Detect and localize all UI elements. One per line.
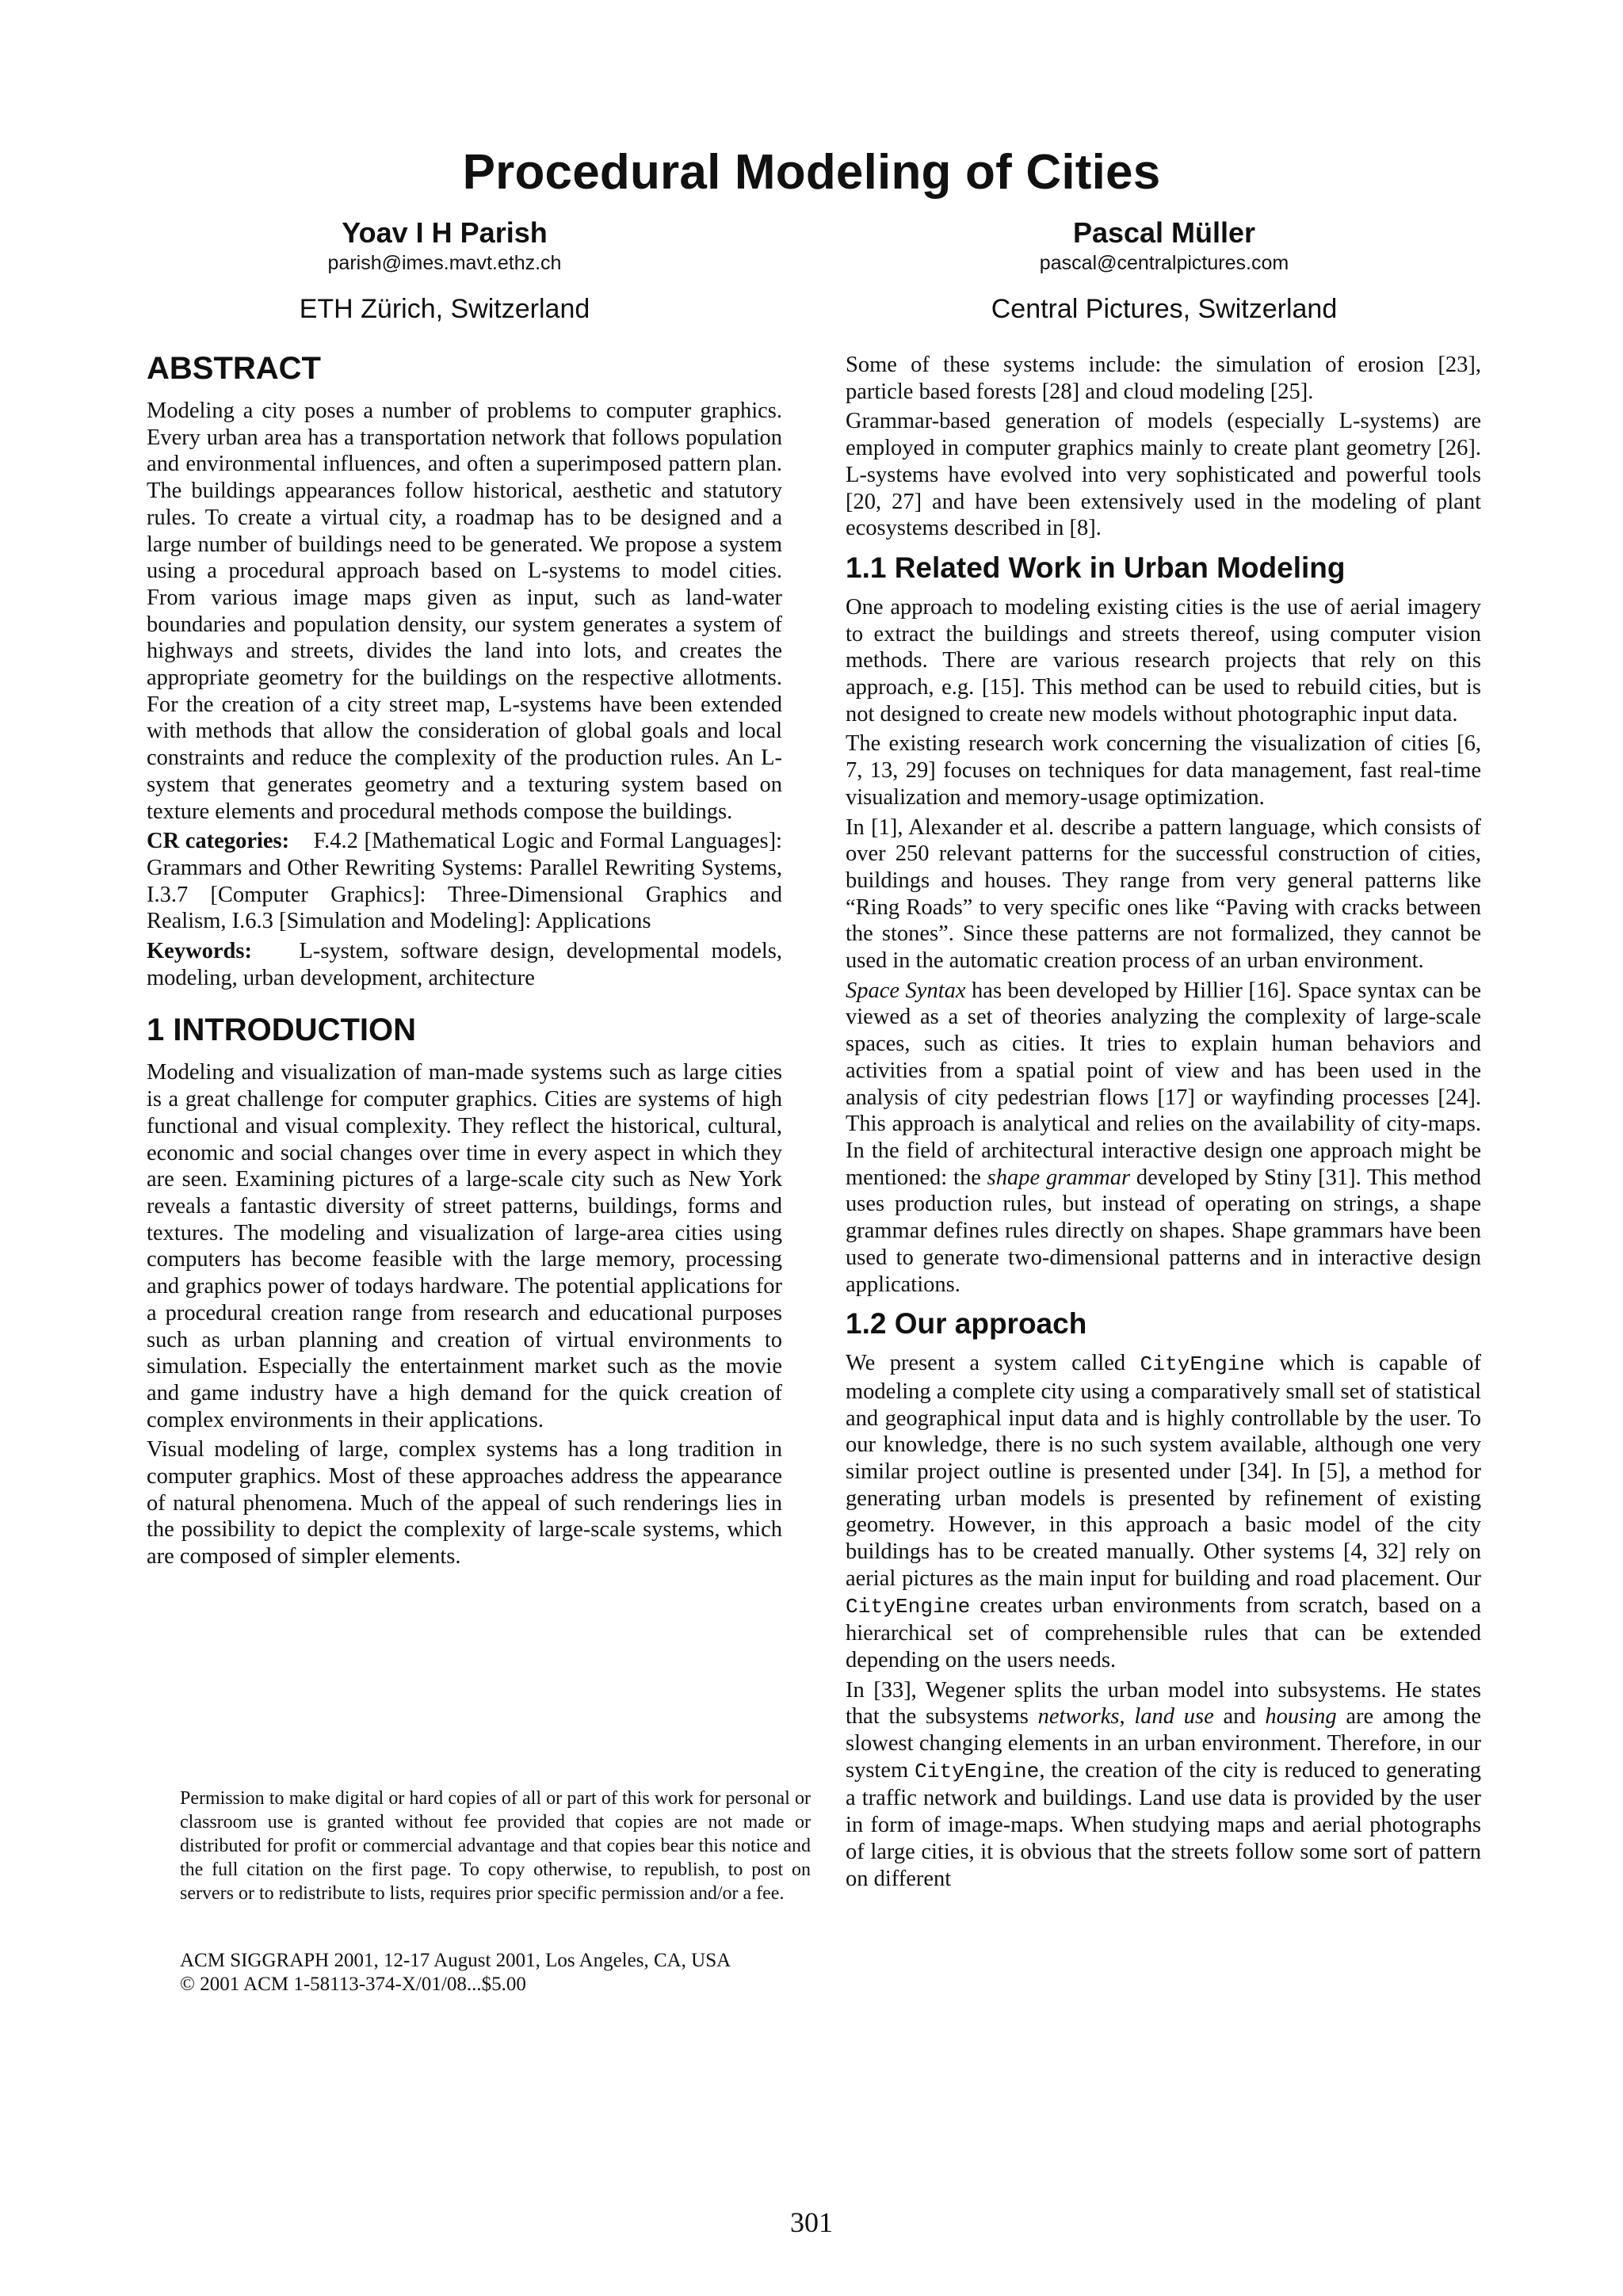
body-paragraph: The existing research work concerning the visualization of cities [6, 7, 13, 29] focuses on techniques for data management, fast real-time visualization and memory-usage optimization. — [846, 731, 1481, 810]
author-affiliation: ETH Zürich, Switzerland — [299, 294, 590, 324]
cr-categories-label: CR categories: — [147, 829, 290, 854]
body-paragraph: Grammar-based generation of models (especially L-systems) are employed in computer graphics mainly to create plant geometry [26]. L-systems have evolved into very sophisticated and powerful tools [20, 27] and have been extensively used in the modeling of plant ecosystems described in [8]. — [846, 409, 1481, 541]
author-block-right — [911, 215, 1418, 326]
permission-text: Permission to make digital or hard copies of all or part of this work for personal or classroom use is granted without fee provided that copies are not made or distributed for profit or commercial advantage and that copies bear this notice and the full citation on the first page. To copy otherwise, to republish, to post on servers or to redistribute to lists, requires prior specific permission and/or a fee. — [180, 1788, 811, 1904]
keywords — [147, 938, 782, 991]
term-housing: housing — [1265, 1704, 1337, 1730]
copyright-text: © 2001 ACM 1-58113-374-X/01/08...$5.00 — [180, 1974, 526, 1995]
cr-categories — [147, 828, 782, 935]
left-column — [147, 349, 782, 1573]
body-paragraph: In [33], Wegener splits the urban model into subsystems. He states that the subsystems networks, land use and housing are among the slowest changing elements in an urban environment. Therefore, in our system CityEngine, the creation of the city is reduced to generating a traffic network and buildings. Land use data is provided by the user in form of image-maps. When studying maps and aerial photographs of large cities, it is obvious that the streets follow some sort of pattern on different — [846, 1677, 1481, 1891]
abstract-text: Modeling a city poses a number of problems to computer graphics. Every urban area has a transportation network that follows population and environmental influences, and often a superimposed pattern plan. The buildings appearances follow historical, aesthetic and statutory rules. To create a virtual city, a roadmap has to be designed and a large number of buildings need to be generated. We propose a system using a procedural approach based on L-systems to model cities. From various image maps given as input, such as land-water boundaries and population density, our system generates a system of highways and streets, divides the land into lots, and creates the appropriate geometry for the buildings on the respective allotments. For the creation of a city street map, L-systems have been extended with methods that allow the consideration of global goals and local constraints and reduce the complexity of the production rules. An L-system that generates geometry and a texturing system based on texture elements and procedural methods compose the buildings. — [147, 399, 782, 824]
body-paragraph: One approach to modeling existing cities is the use of aerial imagery to extract the buildings and streets thereof, using computer vision methods. There are various research projects that rely on this approach, e.g. [15]. This method can be used to rebuild cities, but is not designed to create new models without photographic input data. — [846, 594, 1481, 727]
body-paragraph: Space Syntax has been developed by Hillier [16]. Space syntax can be viewed as a set of theories analyzing the complexity of large-scale spaces, such as cities. It tries to explain human behaviors and activities from a spatial point of view and has been used in the analysis of city pedestrian flows [17] or wayfinding processes [24]. This approach is analytical and relies on the availability of city-maps. In the field of architectural interactive design one approach might be mentioned: the shape grammar developed by Stiny [31]. This method uses production rules, but instead of operating on strings, a shape grammar defines rules directly on shapes. Shape grammars have been used to generate two-dimensional patterns and in interactive design applications. — [846, 978, 1481, 1297]
our-approach-heading: 1.2 Our approach — [846, 1307, 1087, 1341]
body-paragraph: We present a system called CityEngine which is capable of modeling a complete city using a comparatively small set of statistical and geographical input data and is highly controllable by the user. To our knowledge, there is no such system available, although one very similar project outline is presented under [34]. In [5], a method for generating urban models is presented by refinement of existing geometry. However, in this approach a basic model of the city buildings has to be created manually. Other systems [4, 32] rely on aerial pictures as the main input for building and road placement. Our CityEngine creates urban environments from scratch, based on a hierarchical set of comprehensible rules that can be extended depending on the users needs. — [846, 1351, 1482, 1672]
system-name: CityEngine — [915, 1759, 1040, 1783]
author-affiliation: Central Pictures, Switzerland — [991, 294, 1338, 324]
keywords-text: L-system, software design, developmental models, modeling, urban development, architecture — [147, 939, 782, 990]
author-email: pascal@centralpictures.com — [1039, 252, 1289, 274]
right-column — [846, 352, 1481, 1895]
paper-title: Procedural Modeling of Cities — [462, 145, 1161, 200]
term-shape-grammar: shape grammar — [987, 1165, 1131, 1190]
keywords-label: Keywords: — [147, 939, 252, 964]
term-networks: networks — [1037, 1704, 1120, 1730]
system-name: CityEngine — [1140, 1352, 1265, 1377]
author-block-left — [191, 215, 698, 326]
venue-block — [180, 1949, 811, 1997]
introduction-heading: 1 INTRODUCTION — [147, 1013, 416, 1048]
body-paragraph: Some of these systems include: the simulation of erosion [23], particle based forests [28] and cloud modeling [25]. — [846, 353, 1481, 404]
page-number: 301 — [790, 2206, 833, 2238]
term-land-use: land use — [1134, 1704, 1214, 1730]
system-name: CityEngine — [846, 1594, 971, 1619]
introduction-paragraph: Visual modeling of large, complex systems has a long tradition in computer graphics. Most of these approaches address the appearance of natural phenomena. Much of the appeal of such renderings lies in the possibility to depict the complexity of large-scale systems, which are composed of simpler elements. — [147, 1437, 782, 1569]
introduction-paragraph: Modeling and visualization of man-made systems such as large cities is a great challenge for computer graphics. Cities are systems of high functional and visual complexity. They reflect the historical, cultural, economic and social changes over time in every aspect in which they are seen. Examining pictures of a large-scale city such as New York reveals a fantastic diversity of street patterns, buildings, forms and textures. The modeling and visualization of large-area cities using computers has become feasible with the large memory, processing and graphics power of todays hardware. The potential applications for a procedural creation range from research and educational purposes such as urban planning and creation of virtual environments to simulation. Especially the entertainment market such as the movie and game industry have a high demand for the quick creation of complex environments in their applications. — [147, 1060, 782, 1432]
term-space-syntax: Space Syntax — [846, 978, 966, 1003]
venue-text: ACM SIGGRAPH 2001, 12-17 August 2001, Los Angeles, CA, USA — [180, 1950, 731, 1971]
author-name: Yoav I H Parish — [342, 216, 548, 249]
body-paragraph: In [1], Alexander et al. describe a pattern language, which consists of over 250 relevant patterns for the successful construction of cities, buildings and houses. They range from very general patterns like “Ring Roads” to very specific ones like “Paving with cracks between the stones”. Since these patterns are not formalized, they cannot be used in the automatic creation process of an urban environment. — [846, 814, 1481, 974]
permission-notice — [180, 1787, 811, 1905]
cr-categories-text: F.4.2 [Mathematical Logic and Formal Languages]: Grammars and Other Rewriting Systems: Parallel Rewriting Systems, I.3.7 [Computer Graphics]: Three-Dimensional Graphics and Realism, I.6.3 [Simulation and Modeling]: Applications — [147, 829, 782, 934]
author-email: parish@imes.mavt.ethz.ch — [327, 252, 562, 274]
author-name: Pascal Müller — [1072, 216, 1256, 249]
abstract-heading: ABSTRACT — [147, 351, 321, 386]
related-work-heading: 1.1 Related Work in Urban Modeling — [846, 551, 1346, 584]
